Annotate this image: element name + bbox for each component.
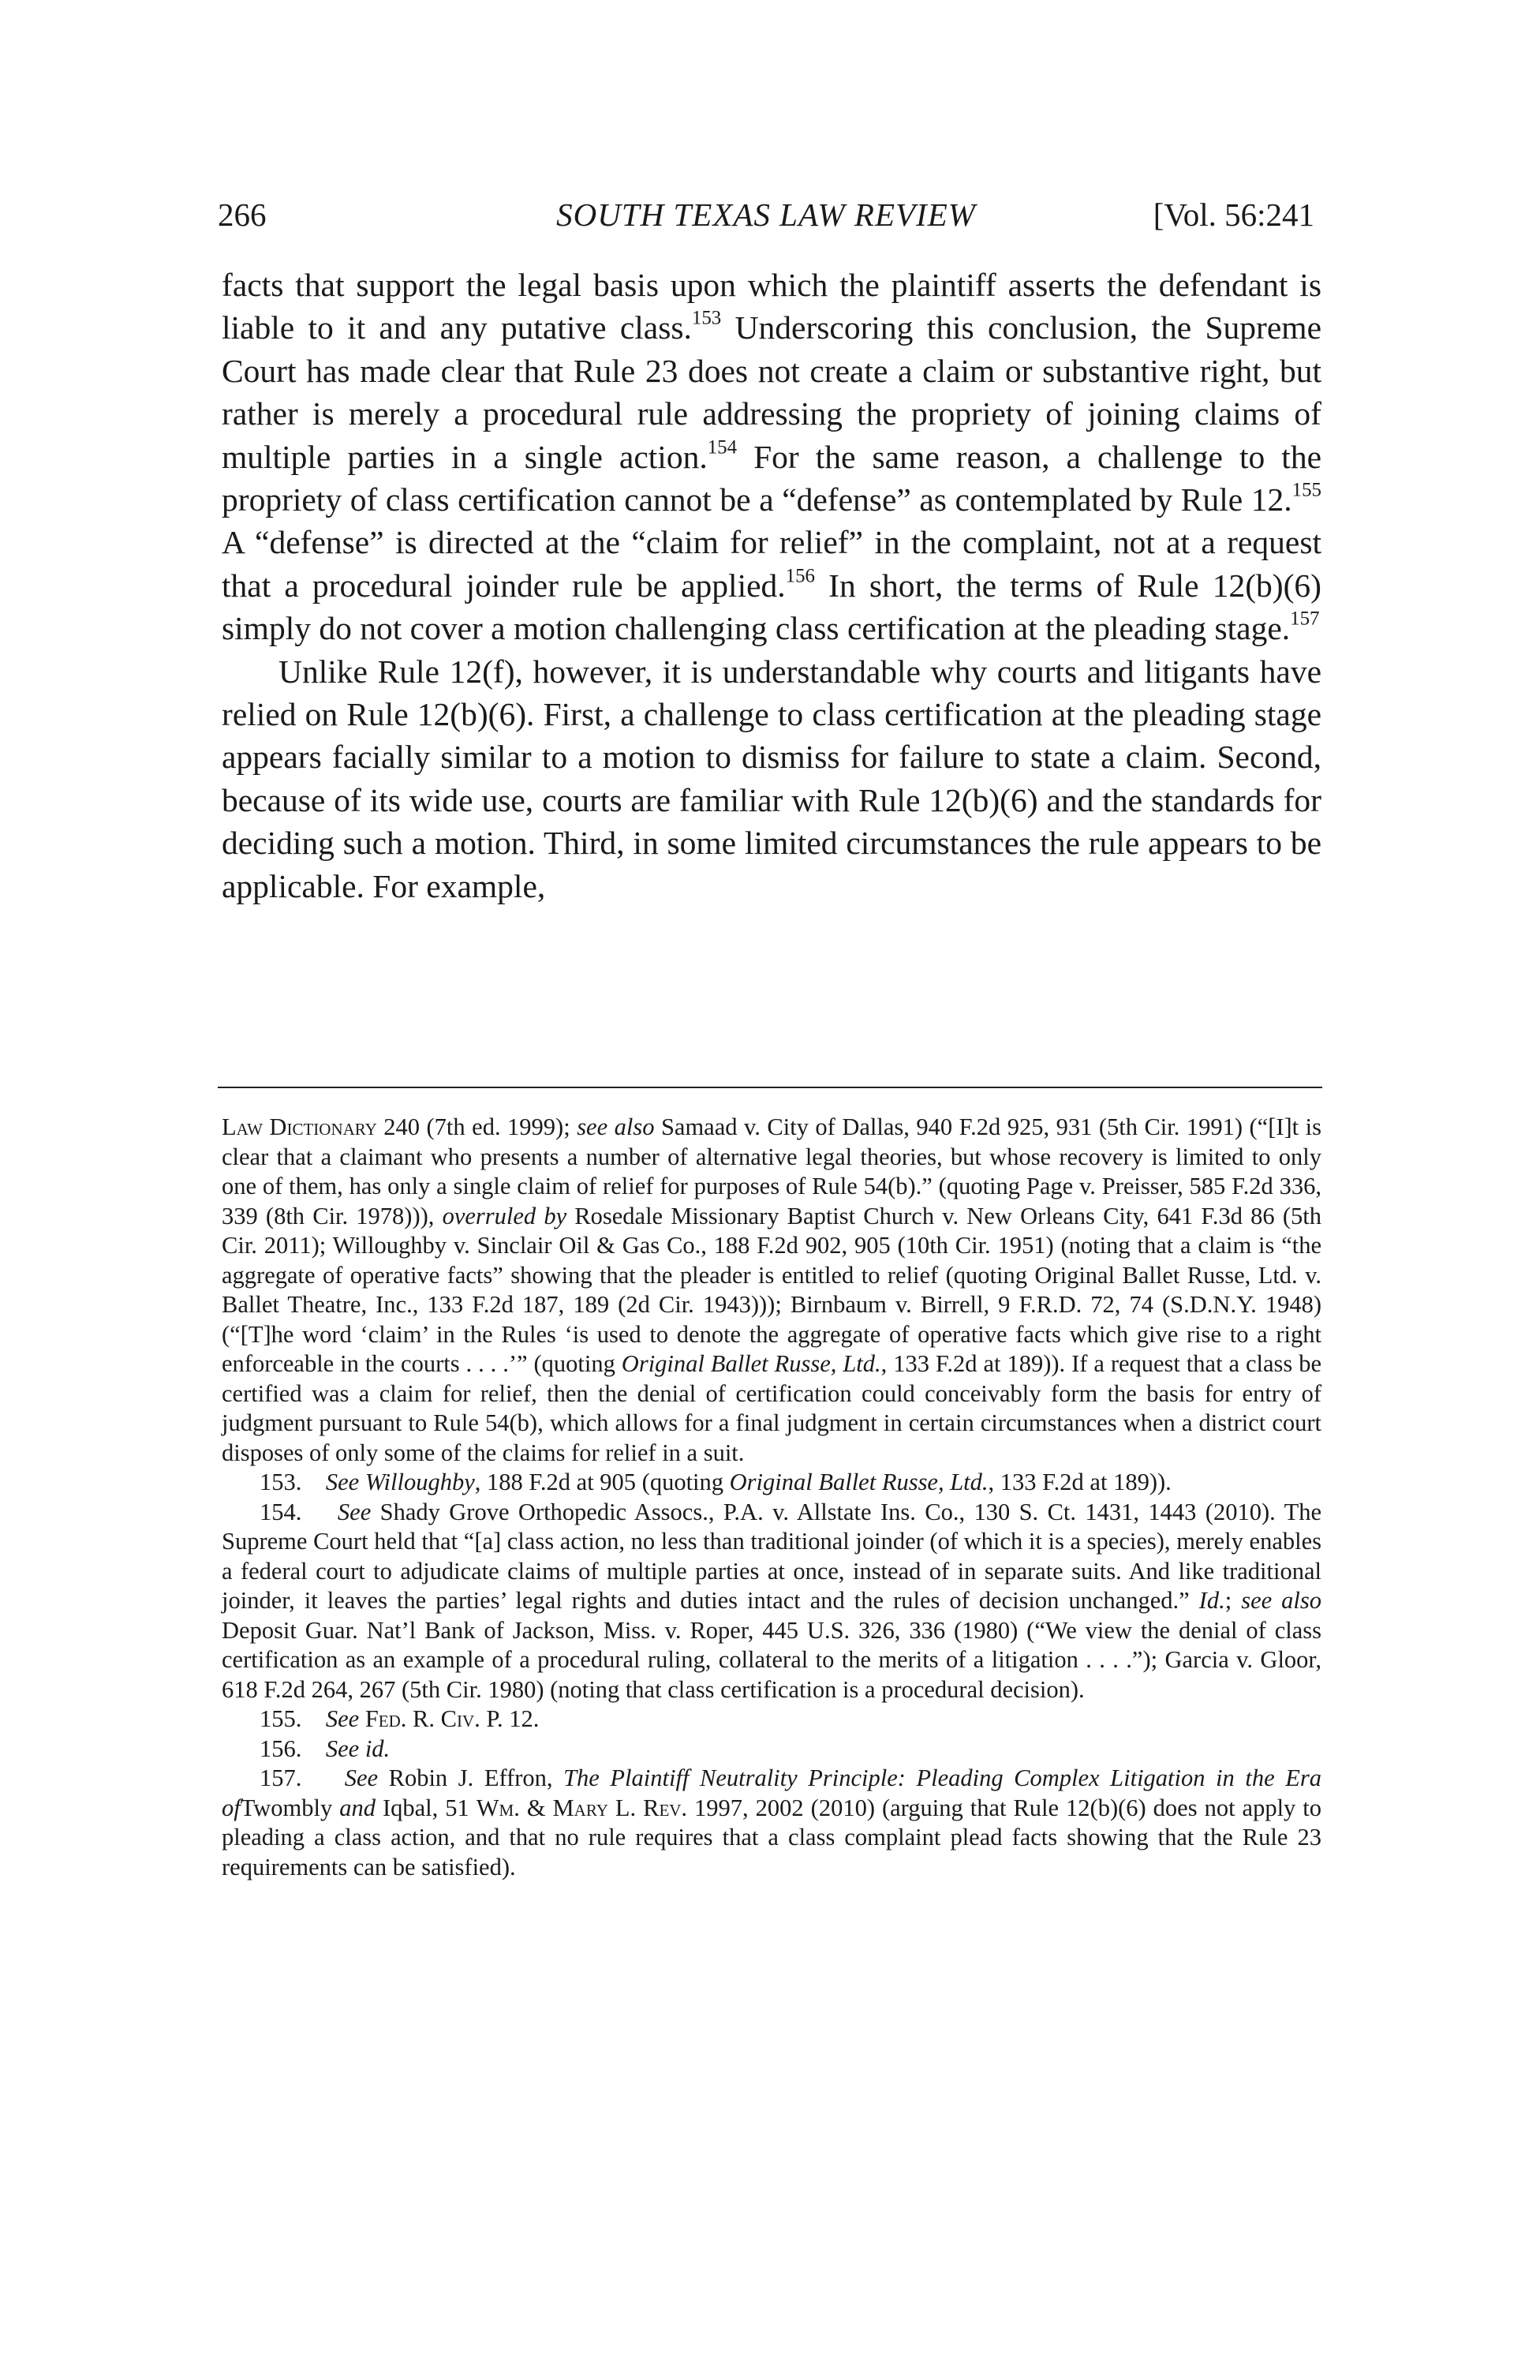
page-number: 266 — [218, 196, 267, 233]
body-paragraph: Unlike Rule 12(f), however, it is understandable why courts and litigants have relied on Rule 12(b)(6). First, a challenge to class certification at the pleading stage appears facially similar to a motion to dismiss for failure to state a claim. Second, because of its wide use, courts are familiar with Rule 12(b)(6) and the standards for deciding such a motion. Third, in some limited circumstances the rule appears to be applicable. For example, — [222, 653, 1321, 904]
text-run: Robin J. Effron, — [378, 1764, 564, 1791]
text-run: For the same reason, a challenge to the propriety of class certification cannot be a “defense” as contemplated by Rule 12. — [222, 438, 1321, 518]
text-run: Samaad v. City of Dallas, 940 F.2d 925, 931 (5th Cir. 1991) (“[I]t is clear that a claimant who presents a number of alternative legal theories, but whose recovery is limited to only one of them, has only a single claim of relief for purposes of Rule 54(b).” (quoting Page v. Preisser, 585 F.2d 336, 339 (8th Cir. 1978))), — [222, 1113, 1321, 1229]
footnote-ref-155: 155 — [1291, 479, 1321, 501]
text-run: 1997, 2002 (2010) (arguing that Rule 12(b)(6) does not apply to pleading a class action, and that no rule requires that a class complaint plead facts showing that the Rule 23 requirements can be satisfied). — [222, 1794, 1322, 1880]
footnote-number: 155. — [260, 1705, 302, 1732]
footnote-number: 153. — [260, 1469, 302, 1495]
main-body-text — [222, 264, 1321, 907]
text-run: The Plaintiff Neutrality Principle: Pleading Complex Litigation in the Era of — [222, 1764, 1321, 1821]
footnotes-section — [222, 1113, 1321, 1882]
footnote-ref-157: 157 — [1290, 608, 1320, 630]
text-run: Rosedale Missionary Baptist Church v. New Orleans City, 641 F.3d 86 (5th Cir. 2011); Willoughby v. Sinclair Oil & Gas Co., 188 F.2d 902, 905 (10th Cir. 1951) (noting that a claim is “the aggregate of operative facts” showing that the pleader is entitled to relief (quoting Original Ballet Russe, Ltd. v. Ballet Theatre, Inc., 133 F.2d 187, 189 (2d Cir. 1943))); Birnbaum v. Birrell, 9 F.R.D. 72, 74 (S.D.N.Y. 1948) (“[T]he word ‘claim’ in the Rules ‘is used to denote the aggregate of operative facts which give rise to a right enforceable in the courts . . . .’” (quoting — [222, 1202, 1321, 1377]
text-run: , 51 — [432, 1794, 477, 1821]
text-run: see also — [577, 1113, 655, 1140]
text-run: See — [325, 1705, 360, 1732]
text-run: Twombly — [240, 1794, 333, 1821]
text-run: , 133 F.2d at 189)). If a request that a class be certified was a claim for relief, then the denial of certification could conceivably form the basis for entry of judgment pursuant to Rule 54(b), which allows for a final judgment in certain circumstances when a district court disposes of only some of the claims for relief in a suit. — [222, 1350, 1322, 1466]
text-run: 12. — [503, 1705, 540, 1732]
text-run: See — [344, 1764, 379, 1791]
text-run: Deposit Guar. Nat’l Bank of Jackson, Miss. v. Roper, 445 U.S. 326, 336 (1980) (“We view the denial of class certification as an example of a procedural ruling, collateral to the merits of a litigation . . . .”); Garcia v. Gloor, 618 F.2d 264, 267 (5th Cir. 1980) (noting that class certification is a procedural decision). — [222, 1616, 1321, 1703]
text-run: Underscoring this conclusion, the Supreme Court has made clear that Rule 23 does not create a claim or substantive right, but rather is merely a procedural rule addressing the propriety of joining claims of multiple parties in a single action. — [222, 309, 1321, 475]
footnote-ref-156: 156 — [785, 565, 815, 587]
text-run: overruled by — [442, 1202, 567, 1229]
footnote-ref-153: 153 — [691, 307, 722, 329]
footnote-156 — [222, 1734, 1321, 1764]
text-run: ; — [1224, 1587, 1242, 1614]
text-run: Original Ballet Russe, Ltd. — [729, 1469, 989, 1495]
footnote-153 — [222, 1468, 1321, 1498]
text-run: 240 (7th ed. 1999); — [376, 1113, 578, 1140]
text-run: A “defense” is directed at the “claim for relief” in the complaint, not at a request that a procedural joinder rule be applied. — [222, 524, 1321, 604]
footnote-number: 157. — [260, 1764, 302, 1791]
footnote-155 — [222, 1705, 1321, 1734]
footnote-divider — [218, 1087, 1322, 1088]
text-run: , 133 F.2d at 189)). — [988, 1469, 1172, 1495]
text-run: See Willoughby — [325, 1469, 475, 1495]
text-run: facts that support the legal basis upon which the plaintiff asserts the defendant is liable to it and any putative class. — [222, 267, 1321, 346]
volume-info: [Vol. 56:241 — [1153, 196, 1314, 233]
text-run: Wm. & Mary L. Rev. — [476, 1794, 688, 1821]
text-run: See id. — [325, 1734, 391, 1762]
text-run: and — [332, 1794, 383, 1821]
footnote-number: 156. — [260, 1734, 302, 1762]
text-run: , 188 F.2d at 905 (quoting — [474, 1469, 730, 1495]
footnote-number: 154. — [260, 1498, 302, 1525]
text-run: See — [337, 1498, 372, 1525]
text-run: Shady Grove Orthopedic Assocs., P.A. v. Allstate Ins. Co., 130 S. Ct. 1431, 1443 (2010). The Supreme Court held that “[a] class action, no less than traditional joinder (of which it is a species), merely enables a federal court to adjudicate claims of multiple parties at once, instead of in separate suits. And like traditional joinder, it leaves the parties’ legal rights and duties intact and the rules of decision unchanged.” — [222, 1498, 1321, 1614]
footnote-157 — [222, 1764, 1321, 1882]
footnote-continued — [222, 1113, 1321, 1468]
journal-title: SOUTH TEXAS LAW REVIEW — [556, 196, 976, 233]
running-header — [218, 196, 1314, 243]
text-run: Iqbal — [382, 1794, 432, 1821]
text-run: Original Ballet Russe, Ltd. — [621, 1350, 881, 1377]
text-run: Id. — [1198, 1587, 1225, 1614]
footnote-154 — [222, 1498, 1321, 1705]
text-run: see also — [1241, 1587, 1321, 1614]
text-run: Law Dictionary — [222, 1113, 377, 1140]
text-run: Fed. R. Civ. P. — [364, 1705, 503, 1732]
footnote-ref-154: 154 — [707, 436, 738, 458]
text-run: In short, the terms of Rule 12(b)(6) simply do not cover a motion challenging class certification at the pleading stage. — [222, 567, 1322, 647]
body-paragraph — [222, 264, 1321, 650]
